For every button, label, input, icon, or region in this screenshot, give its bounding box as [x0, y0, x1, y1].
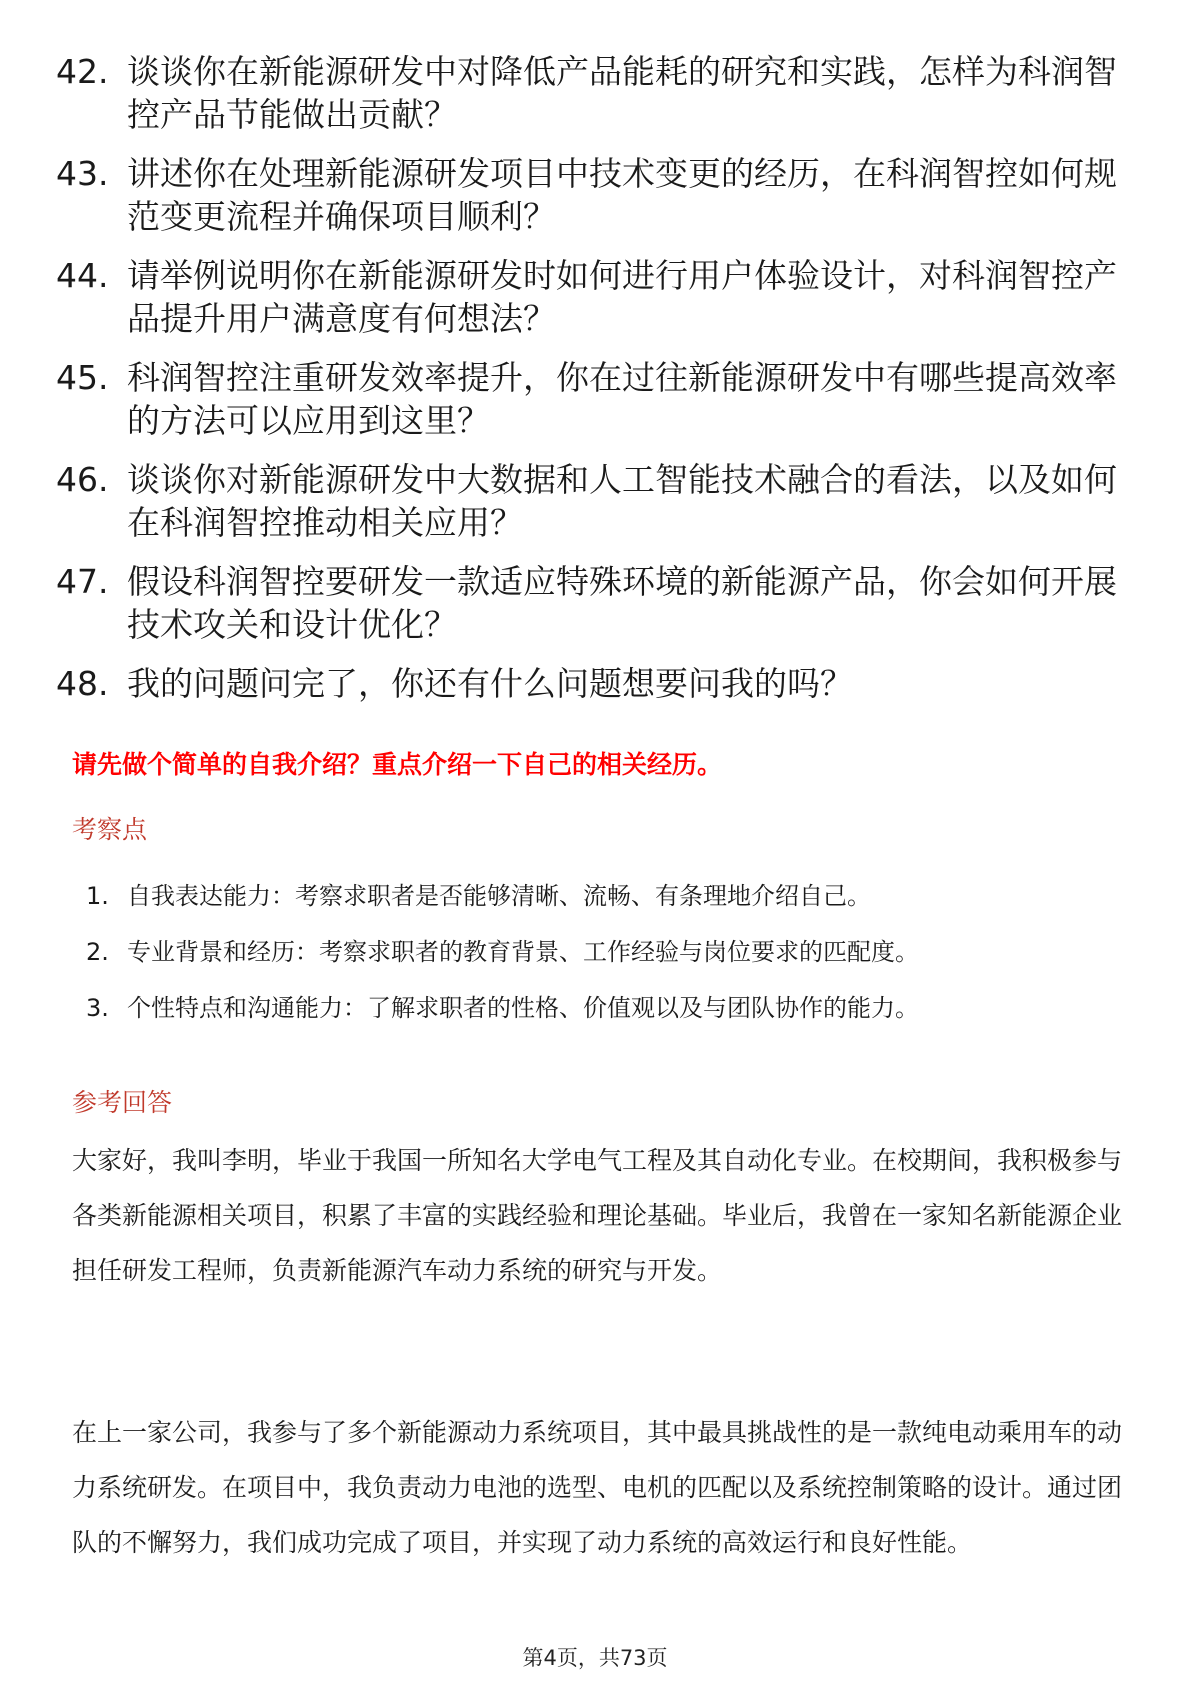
question-number: 43. — [56, 154, 109, 193]
answer-paragraph: 在上一家公司，我参与了多个新能源动力系统项目，其中最具挑战性的是一款纯电动乘用车的动力系统研发。在项目中，我负责动力电池的选型、电机的匹配以及系统控制策略的设计。通过团队的不懈努力，我们成功完成了项目，并实现了动力系统的高效运行和良好性能。 — [72, 1418, 1123, 1557]
point-text: 个性特点和沟通能力：了解求职者的性格、价值观以及与团队协作的能力。 — [127, 994, 919, 1022]
question-item — [0, 254, 1190, 340]
points-list — [0, 880, 1190, 1048]
question-number: 45. — [56, 358, 109, 397]
question-text: 科润智控注重研发效率提升，你在过往新能源研发中有哪些提高效率的方法可以应用到这里？ — [127, 358, 1117, 440]
point-number: 2. — [86, 938, 109, 966]
question-number: 48. — [56, 664, 109, 703]
answer-paragraph: 大家好，我叫李明，毕业于我国一所知名大学电气工程及其自动化专业。在校期间，我积极参与各类新能源相关项目，积累了丰富的实践经验和理论基础。毕业后，我曾在一家知名新能源企业担任研发工程师，负责新能源汽车动力系统的研究与开发。 — [72, 1146, 1123, 1285]
question-item — [0, 152, 1190, 238]
question-text: 谈谈你在新能源研发中对降低产品能耗的研究和实践，怎样为科润智控产品节能做出贡献？ — [127, 52, 1117, 134]
point-item — [0, 880, 1190, 912]
question-text: 请举例说明你在新能源研发时如何进行用户体验设计，对科润智控产品提升用户满意度有何想法？ — [127, 256, 1117, 338]
question-item — [0, 662, 1190, 705]
question-item — [0, 356, 1190, 442]
point-item — [0, 992, 1190, 1024]
point-text: 自我表达能力：考察求职者是否能够清晰、流畅、有条理地介绍自己。 — [127, 882, 871, 910]
question-text: 我的问题问完了，你还有什么问题想要问我的吗？ — [127, 664, 853, 703]
section-question-heading: 请先做个简单的自我介绍？重点介绍一下自己的相关经历。 — [72, 750, 723, 779]
question-text: 假设科润智控要研发一款适应特殊环境的新能源产品，你会如何开展技术攻关和设计优化？ — [127, 562, 1117, 644]
question-item — [0, 50, 1190, 136]
question-number: 47. — [56, 562, 109, 601]
point-item — [0, 936, 1190, 968]
point-text: 专业背景和经历：考察求职者的教育背景、工作经验与岗位要求的匹配度。 — [127, 938, 919, 966]
question-text: 谈谈你对新能源研发中大数据和人工智能技术融合的看法，以及如何在科润智控推动相关应用？ — [127, 460, 1117, 542]
question-item — [0, 560, 1190, 646]
point-number: 3. — [86, 994, 109, 1022]
question-text: 讲述你在处理新能源研发项目中技术变更的经历，在科润智控如何规范变更流程并确保项目顺利？ — [127, 154, 1117, 236]
question-number: 46. — [56, 460, 109, 499]
question-list — [0, 50, 1190, 721]
question-number: 42. — [56, 52, 109, 91]
point-number: 1. — [86, 882, 109, 910]
question-item — [0, 458, 1190, 544]
question-number: 44. — [56, 256, 109, 295]
points-title: 考察点 — [72, 815, 148, 844]
answer-title: 参考回答 — [72, 1088, 173, 1117]
page-number: 第4页，共73页 — [522, 1646, 668, 1670]
